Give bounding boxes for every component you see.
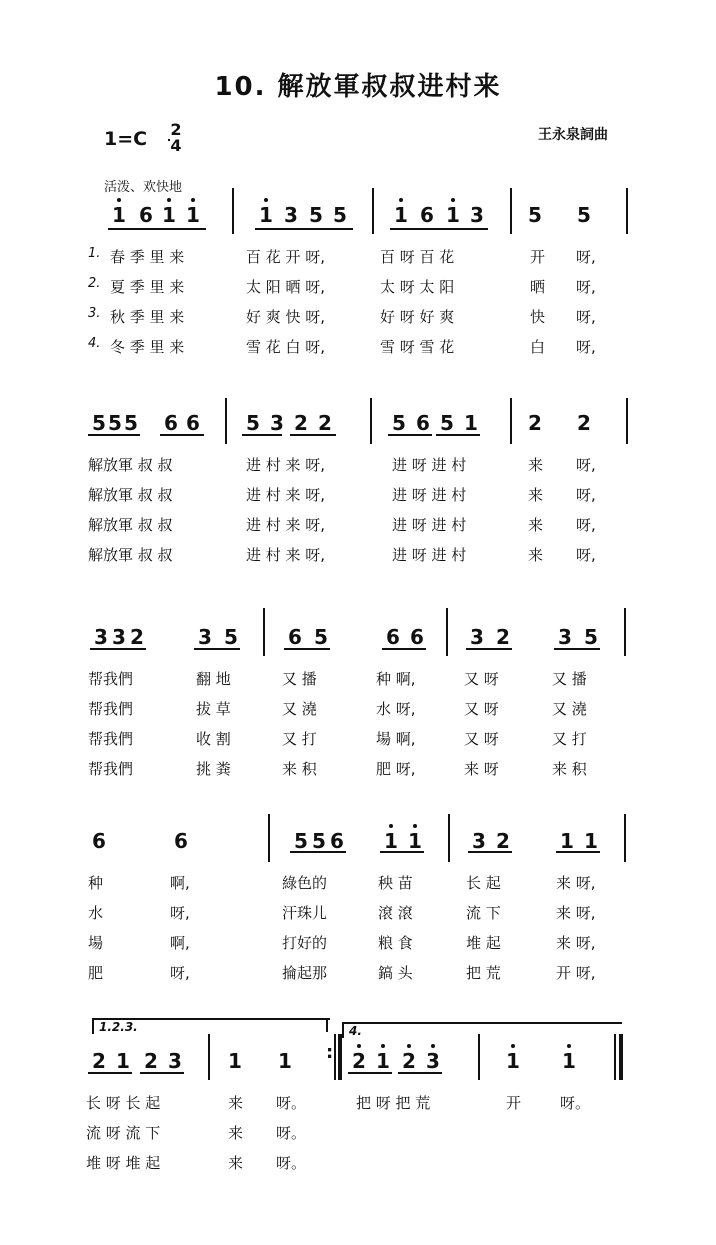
lyric-2-0-1: 翻 地	[196, 670, 231, 688]
lyric-3-0-4: 长 起	[466, 874, 501, 892]
beam	[90, 648, 146, 650]
lyric-4-0-1: 来	[228, 1094, 244, 1112]
lyric-3-2-5: 来 呀,	[556, 934, 596, 952]
lyric-4-0-0: 长 呀 长 起	[86, 1094, 161, 1112]
note-1-5: 5	[246, 411, 260, 435]
lyric-2-1-1: 拔 草	[196, 700, 231, 718]
lyric-3-2-0: 場	[88, 934, 104, 952]
lyric-3-3-0: 肥	[88, 964, 104, 982]
bar-line	[624, 814, 626, 862]
bar-line	[208, 1034, 210, 1080]
lyric-0-2-5: 呀,	[576, 308, 596, 326]
lyric-2-0-3: 种 啊,	[376, 670, 416, 688]
lyric-2-3-1: 挑 粪	[196, 760, 231, 778]
lyric-1-3-1: 进 村 来 呀,	[246, 546, 326, 564]
lyric-1-2-0: 解放軍 叔 叔	[88, 516, 173, 534]
beam	[348, 1072, 392, 1074]
bar-line	[510, 188, 512, 234]
note-4-3: 3	[168, 1049, 182, 1073]
lyric-0-2-4: 快	[530, 308, 546, 326]
lyric-2-1-2: 又 澆	[282, 700, 317, 718]
volta-label-2: 4.	[349, 1024, 362, 1038]
note-2-9: 3	[470, 625, 484, 649]
bar-line	[626, 188, 628, 234]
lyric-3-1-3: 滾 滾	[378, 904, 413, 922]
note-2-4: 5	[224, 625, 238, 649]
beam	[255, 228, 353, 230]
note-1-8: 2	[318, 411, 332, 435]
time-signature-top: 2	[170, 120, 182, 139]
lyric-3-3-1: 呀,	[170, 964, 190, 982]
lyric-0-2-0: 3.	[88, 306, 101, 321]
lyric-0-1-2: 太 阳 晒 呀,	[246, 278, 326, 296]
lyric-2-3-5: 来 积	[552, 760, 587, 778]
lyric-3-0-2: 綠色的	[282, 874, 328, 892]
lyric-2-1-0: 帮我們	[88, 700, 134, 718]
lyric-2-3-2: 来 积	[282, 760, 317, 778]
note-1-9: 5	[392, 411, 406, 435]
lyric-1-1-0: 解放軍 叔 叔	[88, 486, 173, 504]
note-4-7: 1	[374, 1050, 392, 1072]
beam	[284, 648, 330, 650]
notes-row	[0, 826, 716, 876]
note-3-6: 1	[406, 830, 424, 852]
lyric-2-3-4: 来 呀	[464, 760, 499, 778]
lyric-4-2-2: 呀。	[276, 1154, 307, 1172]
lyric-0-1-1: 夏 季 里 来	[110, 278, 185, 296]
lyric-0-2-3: 好 呀 好 爽	[380, 308, 455, 326]
lyric-1-0-2: 进 呀 进 村	[392, 456, 467, 474]
lyric-1-3-3: 来	[528, 546, 544, 564]
note-0-13: 5	[577, 203, 591, 227]
note-3-0: 6	[92, 829, 106, 853]
note-0-0: 1	[110, 204, 128, 226]
note-4-9: 3	[424, 1050, 442, 1072]
octave-dot	[399, 198, 403, 202]
time-signature	[168, 122, 184, 154]
lyric-0-3-0: 4.	[88, 336, 101, 351]
octave-dot	[431, 1044, 435, 1048]
lyric-2-2-1: 收 割	[196, 730, 231, 748]
lyric-3-2-2: 打好的	[282, 934, 328, 952]
note-2-10: 2	[496, 625, 510, 649]
beam	[290, 851, 346, 853]
lyric-4-1-1: 来	[228, 1124, 244, 1142]
lyric-0-3-5: 呀,	[576, 338, 596, 356]
octave-dot	[167, 198, 171, 202]
octave-dot	[381, 1044, 385, 1048]
volta-bracket-2	[342, 1022, 622, 1038]
note-2-7: 6	[386, 625, 400, 649]
note-0-12: 5	[528, 203, 542, 227]
beam	[466, 648, 512, 650]
note-2-2: 2	[130, 625, 144, 649]
note-3-2: 5	[294, 829, 308, 853]
lyric-1-1-1: 进 村 来 呀,	[246, 486, 326, 504]
note-2-1: 3	[112, 625, 126, 649]
lyric-2-2-5: 又 打	[552, 730, 587, 748]
lyric-2-0-5: 又 播	[552, 670, 587, 688]
note-2-11: 3	[558, 625, 572, 649]
final-bar-line	[619, 1034, 623, 1080]
octave-dot	[191, 198, 195, 202]
note-4-5: 1	[278, 1049, 292, 1073]
bar-line	[478, 1034, 480, 1080]
lyric-1-0-0: 解放軍 叔 叔	[88, 456, 173, 474]
bar-line	[510, 398, 512, 444]
octave-dot	[407, 1044, 411, 1048]
octave-dot	[389, 824, 393, 828]
score-system-1	[0, 200, 716, 390]
note-0-3: 1	[184, 204, 202, 226]
lyric-3-3-2: 掄起那	[282, 964, 328, 982]
lyric-4-0-2: 呀。	[276, 1094, 307, 1112]
note-1-3: 6	[164, 411, 178, 435]
note-4-2: 2	[144, 1049, 158, 1073]
time-signature-bottom: 4	[170, 136, 182, 155]
lyric-1-0-1: 进 村 来 呀,	[246, 456, 326, 474]
octave-dot	[264, 198, 268, 202]
score-system-3	[0, 622, 716, 812]
beam	[160, 434, 204, 436]
lyric-3-3-5: 开 呀,	[556, 964, 596, 982]
note-3-5: 1	[382, 830, 400, 852]
volta-label-1: 1.2.3.	[99, 1020, 138, 1034]
note-4-4: 1	[228, 1049, 242, 1073]
bar-line	[446, 608, 448, 656]
beam	[554, 648, 600, 650]
lyric-1-3-4: 呀,	[576, 546, 596, 564]
octave-dot	[413, 824, 417, 828]
notes-row	[0, 622, 716, 672]
lyric-1-2-3: 来	[528, 516, 544, 534]
score-system-4	[0, 826, 716, 1016]
bar-line	[334, 1034, 336, 1080]
note-1-12: 1	[464, 411, 478, 435]
lyric-4-0-4: 开	[506, 1094, 522, 1112]
lyric-2-2-3: 場 啊,	[376, 730, 416, 748]
bar-line	[225, 398, 227, 444]
lyric-3-3-4: 把 荒	[466, 964, 501, 982]
beam	[194, 648, 240, 650]
note-2-0: 3	[94, 625, 108, 649]
beam	[108, 228, 206, 230]
lyric-3-0-3: 秧 苗	[378, 874, 413, 892]
note-0-8: 1	[392, 204, 410, 226]
lyric-0-2-2: 好 爽 快 呀,	[246, 308, 326, 326]
lyric-1-1-4: 呀,	[576, 486, 596, 504]
page-title: 10. 解放軍叔叔进村来	[214, 72, 502, 102]
note-4-10: 1	[504, 1050, 522, 1072]
note-4-0: 2	[92, 1049, 106, 1073]
octave-dot	[511, 1044, 515, 1048]
lyric-4-1-2: 呀。	[276, 1124, 307, 1142]
volta-bracket-1	[92, 1018, 330, 1034]
lyric-2-3-3: 肥 呀,	[376, 760, 416, 778]
lyric-2-1-4: 又 呀	[464, 700, 499, 718]
note-4-6: 2	[350, 1050, 368, 1072]
note-3-1: 6	[174, 829, 188, 853]
note-1-11: 5	[440, 411, 454, 435]
lyric-0-0-3: 百 呀 百 花	[380, 248, 455, 266]
note-0-6: 5	[309, 203, 323, 227]
note-1-6: 3	[270, 411, 284, 435]
note-1-2: 5	[124, 411, 138, 435]
octave-dot	[451, 198, 455, 202]
bar-line	[268, 814, 270, 862]
lyric-2-0-2: 又 播	[282, 670, 317, 688]
lyric-0-0-1: 春 季 里 来	[110, 248, 185, 266]
note-1-13: 2	[528, 411, 542, 435]
note-0-5: 3	[284, 203, 298, 227]
beam	[556, 851, 600, 853]
lyric-0-2-1: 秋 季 里 来	[110, 308, 185, 326]
lyric-3-1-4: 流 下	[466, 904, 501, 922]
note-4-1: 1	[116, 1049, 130, 1073]
beam	[140, 1072, 184, 1074]
lyric-1-1-3: 来	[528, 486, 544, 504]
note-3-8: 2	[496, 829, 510, 853]
lyric-4-0-3: 把 呀 把 荒	[356, 1094, 431, 1112]
note-0-10: 1	[444, 204, 462, 226]
note-2-8: 6	[410, 625, 424, 649]
key-signature: 1=C	[104, 128, 148, 150]
beam	[388, 434, 432, 436]
note-0-2: 1	[160, 204, 178, 226]
lyric-0-1-0: 2.	[88, 276, 101, 291]
notes-row	[0, 1046, 716, 1096]
lyric-4-2-1: 来	[228, 1154, 244, 1172]
lyric-3-2-1: 啊,	[170, 934, 190, 952]
lyric-0-0-4: 开	[530, 248, 546, 266]
lyric-3-1-1: 呀,	[170, 904, 190, 922]
score-system-5	[0, 1042, 716, 1236]
bar-line	[448, 814, 450, 862]
note-1-0: 5	[92, 411, 106, 435]
notes-row	[0, 408, 716, 458]
lyric-0-0-5: 呀,	[576, 248, 596, 266]
lyric-2-0-0: 帮我們	[88, 670, 134, 688]
note-1-4: 6	[186, 411, 200, 435]
bar-line	[614, 1034, 616, 1080]
lyric-2-0-4: 又 呀	[464, 670, 499, 688]
lyric-4-1-0: 流 呀 流 下	[86, 1124, 161, 1142]
lyric-0-3-2: 雪 花 白 呀,	[246, 338, 326, 356]
beam	[242, 434, 282, 436]
octave-dot	[567, 1044, 571, 1048]
note-1-1: 5	[108, 411, 122, 435]
beam	[88, 1072, 132, 1074]
beam	[290, 434, 336, 436]
tempo-marking: 活泼、欢快地	[104, 180, 183, 195]
note-2-6: 5	[314, 625, 328, 649]
lyric-1-0-4: 呀,	[576, 456, 596, 474]
beam	[382, 648, 426, 650]
lyric-0-3-1: 冬 季 里 来	[110, 338, 185, 356]
beam	[436, 434, 480, 436]
lyric-0-3-3: 雪 呀 雪 花	[380, 338, 455, 356]
time-signature-line	[168, 139, 170, 141]
lyric-3-3-3: 鎬 头	[378, 964, 413, 982]
lyric-0-0-2: 百 花 开 呀,	[246, 248, 326, 266]
bar-line-thick	[338, 1034, 342, 1080]
note-1-14: 2	[577, 411, 591, 435]
lyric-0-3-4: 白	[530, 338, 546, 356]
lyric-2-2-0: 帮我們	[88, 730, 134, 748]
lyric-1-2-2: 进 呀 进 村	[392, 516, 467, 534]
lyric-3-2-4: 堆 起	[466, 934, 501, 952]
lyric-0-1-3: 太 呀 太 阳	[380, 278, 455, 296]
beam	[468, 851, 512, 853]
lyric-0-1-4: 晒	[530, 278, 546, 296]
note-2-3: 3	[198, 625, 212, 649]
lyric-3-1-0: 水	[88, 904, 104, 922]
lyric-2-3-0: 帮我們	[88, 760, 134, 778]
note-3-3: 5	[312, 829, 326, 853]
lyric-1-0-3: 来	[528, 456, 544, 474]
repeat-sign: :	[326, 1042, 334, 1063]
note-0-9: 6	[420, 203, 434, 227]
note-4-8: 2	[400, 1050, 418, 1072]
lyric-3-0-1: 啊,	[170, 874, 190, 892]
beam	[88, 434, 140, 436]
lyric-1-2-4: 呀,	[576, 516, 596, 534]
composer-credit: 王永泉詞曲	[538, 127, 608, 143]
beam	[390, 228, 488, 230]
bar-line	[263, 608, 265, 656]
note-2-5: 6	[288, 625, 302, 649]
note-0-4: 1	[257, 204, 275, 226]
lyric-2-1-3: 水 呀,	[376, 700, 416, 718]
bar-line	[626, 398, 628, 444]
beam	[398, 1072, 442, 1074]
beam	[380, 851, 424, 853]
bar-line	[624, 608, 626, 656]
note-3-7: 3	[472, 829, 486, 853]
note-2-12: 5	[584, 625, 598, 649]
lyric-0-1-5: 呀,	[576, 278, 596, 296]
note-3-4: 6	[330, 829, 344, 853]
lyric-4-0-5: 呀。	[560, 1094, 591, 1112]
lyric-2-1-5: 又 澆	[552, 700, 587, 718]
octave-dot	[357, 1044, 361, 1048]
lyric-1-3-0: 解放軍 叔 叔	[88, 546, 173, 564]
lyric-3-0-0: 种	[88, 874, 104, 892]
lyric-1-2-1: 进 村 来 呀,	[246, 516, 326, 534]
bar-line	[372, 188, 374, 234]
lyric-2-2-4: 又 呀	[464, 730, 499, 748]
note-0-1: 6	[139, 203, 153, 227]
volta-end	[326, 1018, 328, 1032]
note-1-7: 2	[294, 411, 308, 435]
lyric-0-0-0: 1.	[88, 246, 101, 261]
lyric-4-2-0: 堆 呀 堆 起	[86, 1154, 161, 1172]
note-3-10: 1	[584, 829, 598, 853]
octave-dot	[117, 198, 121, 202]
lyric-3-0-5: 来 呀,	[556, 874, 596, 892]
bar-line	[232, 188, 234, 234]
lyric-2-2-2: 又 打	[282, 730, 317, 748]
lyric-1-3-2: 进 呀 进 村	[392, 546, 467, 564]
note-0-11: 3	[470, 203, 484, 227]
lyric-1-1-2: 进 呀 进 村	[392, 486, 467, 504]
lyric-3-1-5: 来 呀,	[556, 904, 596, 922]
score-system-2	[0, 408, 716, 598]
note-3-9: 1	[560, 829, 574, 853]
bar-line	[370, 398, 372, 444]
note-0-7: 5	[333, 203, 347, 227]
notes-row	[0, 200, 716, 250]
note-4-11: 1	[560, 1050, 578, 1072]
lyric-3-2-3: 粮 食	[378, 934, 413, 952]
note-1-10: 6	[416, 411, 430, 435]
lyric-3-1-2: 汗珠儿	[282, 904, 328, 922]
